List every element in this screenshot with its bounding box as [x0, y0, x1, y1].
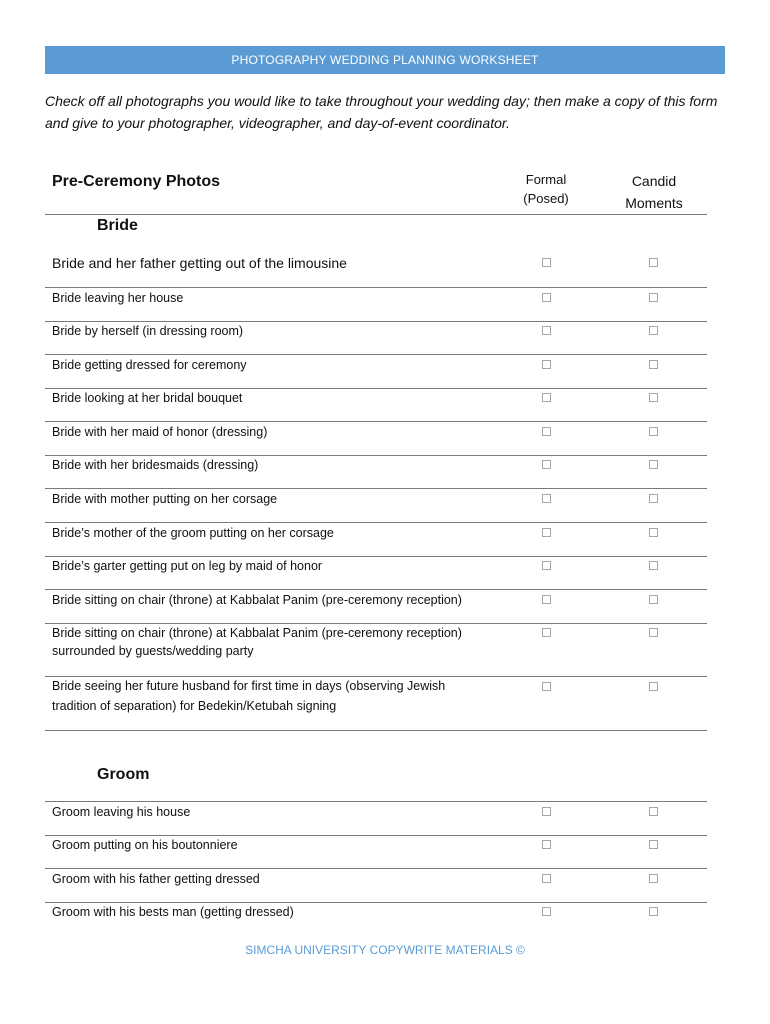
formal-checkbox[interactable]	[542, 807, 551, 816]
candid-checkbox[interactable]	[649, 807, 658, 816]
list-item: Bride looking at her bridal bouquet	[52, 391, 243, 405]
list-item: Bride getting dressed for ceremony	[52, 358, 247, 372]
formal-checkbox[interactable]	[542, 628, 551, 637]
formal-checkbox[interactable]	[542, 595, 551, 604]
worksheet-title-banner	[45, 46, 725, 74]
formal-checkbox[interactable]	[542, 427, 551, 436]
list-item-line1: Bride seeing her future husband for first time in days (observing Jewish	[52, 679, 446, 693]
list-item: Bride and her father getting out of the limousine	[52, 255, 347, 271]
section-divider	[45, 214, 707, 215]
candid-checkbox[interactable]	[649, 561, 658, 570]
candid-checkbox[interactable]	[649, 907, 658, 916]
candid-checkbox[interactable]	[649, 258, 658, 267]
list-item-line2: surrounded by guests/wedding party	[52, 644, 254, 658]
formal-checkbox[interactable]	[542, 360, 551, 369]
list-item: Groom leaving his house	[52, 805, 191, 819]
list-item: Bride by herself (in dressing room)	[52, 324, 244, 338]
formal-checkbox[interactable]	[542, 874, 551, 883]
column-header-candid	[604, 170, 704, 214]
copyright-footer: SIMCHA UNIVERSITY COPYWRITE MATERIALS ©	[245, 943, 525, 957]
candid-checkbox[interactable]	[649, 326, 658, 335]
list-item: Groom putting on his boutonniere	[52, 838, 238, 852]
column-header-candid-line1: Candid	[631, 173, 677, 189]
row-divider	[45, 730, 707, 731]
row-divider	[45, 488, 707, 489]
list-item-line2: tradition of separation) for Bedekin/Ketubah signing	[52, 699, 337, 713]
list-item-line1: Bride sitting on chair (throne) at Kabbalat Panim (pre-ceremony reception)	[52, 626, 462, 640]
worksheet-title: PHOTOGRAPHY WEDDING PLANNING WORKSHEET	[231, 53, 539, 67]
row-divider	[45, 421, 707, 422]
candid-checkbox[interactable]	[649, 682, 658, 691]
list-item: Bride with her maid of honor (dressing)	[52, 425, 268, 439]
intro-instructions: Check off all photographs you would like to take throughout your wedding day; then make a copy of this form and give to your photographer, videographer, and day-of-event coordinator.	[45, 93, 718, 131]
formal-checkbox[interactable]	[542, 907, 551, 916]
list-item: Bride leaving her house	[52, 291, 184, 305]
list-item: Bride’s garter getting put on leg by maid of honor	[52, 559, 323, 573]
candid-checkbox[interactable]	[649, 427, 658, 436]
list-item: Groom with his father getting dressed	[52, 872, 260, 886]
list-item: Bride with her bridesmaids (dressing)	[52, 458, 259, 472]
candid-checkbox[interactable]	[649, 393, 658, 402]
row-divider	[45, 522, 707, 523]
formal-checkbox[interactable]	[542, 561, 551, 570]
candid-checkbox[interactable]	[649, 628, 658, 637]
formal-checkbox[interactable]	[542, 393, 551, 402]
candid-checkbox[interactable]	[649, 840, 658, 849]
row-divider	[45, 868, 707, 869]
column-header-formal-line1: Formal	[525, 172, 567, 187]
row-divider	[45, 589, 707, 590]
candid-checkbox[interactable]	[649, 460, 658, 469]
column-header-formal	[506, 170, 586, 208]
candid-checkbox[interactable]	[649, 528, 658, 537]
row-divider	[45, 354, 707, 355]
formal-checkbox[interactable]	[542, 460, 551, 469]
candid-checkbox[interactable]	[649, 595, 658, 604]
candid-checkbox[interactable]	[649, 360, 658, 369]
column-header-formal-line2: (Posed)	[523, 191, 569, 206]
formal-checkbox[interactable]	[542, 528, 551, 537]
groom-heading: Groom	[97, 766, 150, 783]
formal-checkbox[interactable]	[542, 258, 551, 267]
formal-checkbox[interactable]	[542, 326, 551, 335]
formal-checkbox[interactable]	[542, 682, 551, 691]
candid-checkbox[interactable]	[649, 293, 658, 302]
formal-checkbox[interactable]	[542, 293, 551, 302]
list-item: Bride sitting on chair (throne) at Kabbalat Panim (pre-ceremony reception)	[52, 593, 462, 607]
bride-heading: Bride	[97, 217, 138, 234]
row-divider	[45, 801, 707, 802]
formal-checkbox[interactable]	[542, 494, 551, 503]
row-divider	[45, 287, 707, 288]
formal-checkbox[interactable]	[542, 840, 551, 849]
candid-checkbox[interactable]	[649, 494, 658, 503]
column-header-candid-line2: Moments	[625, 195, 683, 211]
candid-checkbox[interactable]	[649, 874, 658, 883]
list-item: Bride with mother putting on her corsage	[52, 492, 278, 506]
list-item: Bride’s mother of the groom putting on her corsage	[52, 526, 334, 540]
list-item	[52, 624, 502, 660]
section-title: Pre-Ceremony Photos	[52, 173, 221, 190]
list-item	[52, 676, 502, 716]
list-item: Groom with his bests man (getting dressed)	[52, 905, 294, 919]
